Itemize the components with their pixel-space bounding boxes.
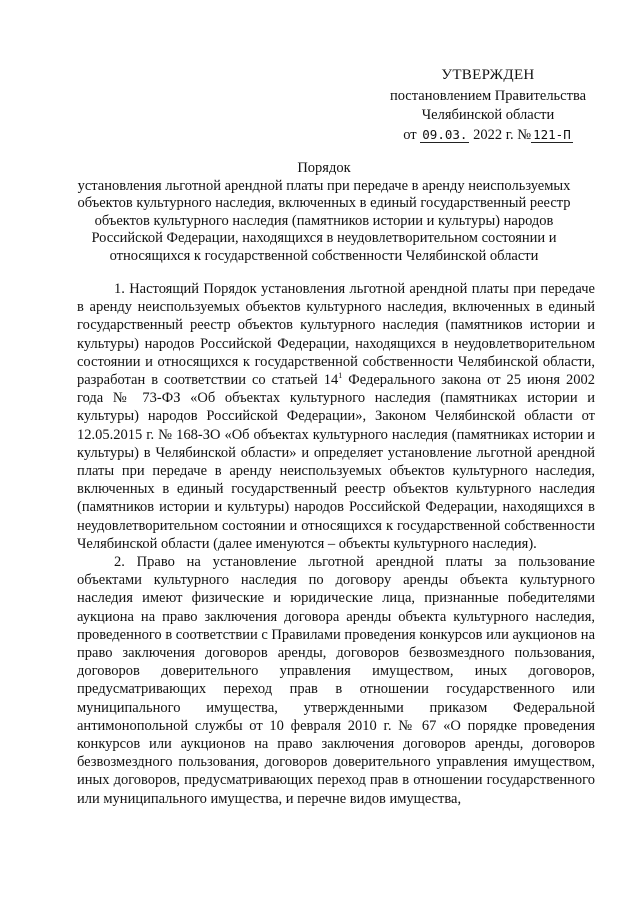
approval-line-region: Челябинской области [421, 107, 555, 123]
document-body [77, 280, 595, 808]
title-line: Российской Федерации, находящихся в неудовлетворительном состоянии и [91, 230, 557, 246]
article-superscript: 1 [338, 371, 343, 381]
title-heading: Порядок [297, 160, 351, 176]
title-line: объектов культурного наследия, включенных в единый государственный реестр [77, 195, 571, 211]
approval-line-government: постановлением Правительства [389, 88, 587, 104]
title-line: установления льготной арендной платы при передаче в аренду неиспользуемых [77, 177, 571, 194]
paragraph-1 [77, 280, 595, 553]
title-line: объектов культурного наследия (памятников истории и культуры) народов [94, 212, 554, 229]
approval-heading: УТВЕРЖДЕН [441, 67, 535, 83]
paragraph-1-part-b: Федерального закона от 25 июня 2002 года № 73-ФЗ «Об объектах культурного наследия (памятниках истории и культуры) народов Российской Федерации», Законом Челябинской области от 12.05.2015 г. № 168-ЗО «Об объектах культурного наследия (памятниках истории и культуры) в Челябинской области» и определяет установление льготной арендной платы при передаче в аренду неиспользуемых объектов культурного наследия, включенных в единый государственный реестр объектов культурного наследия (памятников истории и культуры) народов Российской Федерации, находящихся в неудовлетворительном состоянии и относящихся к государственной собственности Челябинской области (далее именуются – объекты культурного наследия). [77, 372, 595, 552]
date-year: 2022 г. [473, 127, 514, 143]
paragraph-2: 2. Право на установление льготной арендной платы за пользование объектами культурного наследия по договору аренды объекта культурного наследия имеют физические и юридические лица, признанные победителями аукциона на право заключения договора аренды объекта культурного наследия, проведенного в соответствии с Правилами проведения конкурсов или аукционов на право заключения договоров аренды, договоров безвозмездного пользования, договоров доверительного управления имуществом, иных договоров, предусматривающих переход прав в отношении государственного или муниципального имущества, утвержденными приказом Федеральной антимонопольной службы от 10 февраля 2010 г. № 67 «О порядке проведения конкурсов или аукционов на право заключения договоров аренды, договоров безвозмездного пользования, договоров доверительного управления имуществом, иных договоров, предусматривающих переход прав в отношении государственного или муниципального имущества, и перечне видов имущества, [77, 554, 595, 807]
paragraph-1-part-a: 1. Настоящий Порядок установления льготной арендной платы при передаче в аренду неиспользуемых объектов культурного наследия, включенных в единый государственный реестр объектов культурного наследия (памятников истории и культуры) народов Российской Федерации, находящихся в неудовлетворительном состоянии и относящихся к государственной собственности Челябинской области, разработан в соответствии со статьей 14 [77, 281, 595, 389]
document-title [60, 160, 588, 265]
date-prefix: от [403, 127, 417, 143]
title-line: относящихся к государственной собственности Челябинской области [109, 247, 539, 264]
approval-stamp [382, 66, 594, 145]
approval-dateline [382, 125, 594, 145]
number-value: 121-П [533, 127, 571, 142]
date-value: 09.03. [422, 127, 468, 142]
number-sign: № [517, 127, 532, 143]
